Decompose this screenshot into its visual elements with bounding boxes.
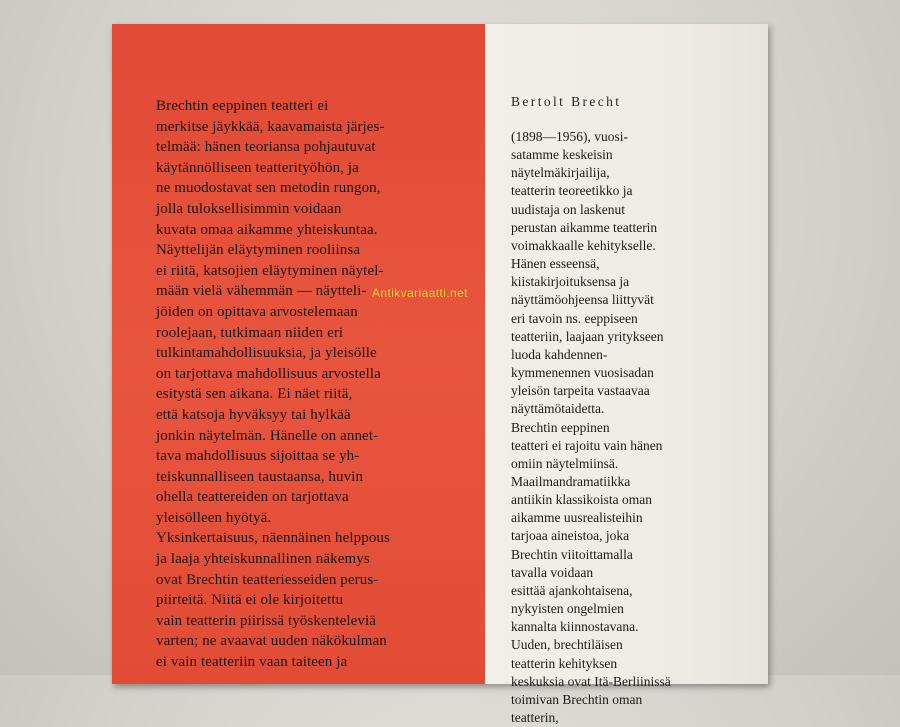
text-line: kannalta kiinnostavana. [511, 619, 639, 635]
left-column-text [156, 96, 486, 673]
text-line: näyttämötaidetta. [511, 401, 605, 417]
text-line: antiikin klassikoista oman [511, 492, 652, 508]
text-line: vain teatterin piirissä työskenteleviä [156, 612, 376, 629]
text-line: Brechtin eeppinen [511, 419, 610, 435]
text-line: voimakkaalle kehitykselle. [511, 237, 656, 253]
text-line: esitystä sen aikana. Ei näet riitä, [156, 386, 353, 403]
text-line: Brechtin eeppinen teatteri ei [156, 98, 329, 114]
text-line: toimivan Brechtin oman [511, 691, 643, 707]
text-line: jöiden on opittava arvostelemaan [156, 303, 358, 320]
white-panel [485, 24, 768, 725]
text-line: omiin näytelmiinsä. [511, 455, 619, 471]
text-line: teiskunnalliseen taustaansa, huvin [156, 468, 364, 485]
text-line: (1898—1956), vuosi- [511, 129, 628, 144]
text-line: ei vain teatteriin vaan taiteen ja [156, 654, 348, 671]
text-line: ei riitä, katsojien eläytyminen näytel- [156, 262, 384, 279]
text-line: yleisölleen hyötyä. [156, 509, 272, 526]
red-panel [112, 24, 485, 684]
text-line: Uuden, brechtiläisen [511, 637, 623, 653]
text-line: piirteitä. Niitä ei ole kirjoitettu [156, 592, 344, 609]
text-line: mään vielä vähemmän — näytteli- [156, 283, 367, 300]
text-line: aikamme uusrealisteihin [511, 510, 643, 526]
text-line: nykyisten ongelmien [511, 601, 624, 617]
text-line: ne muodostavat sen metodin rungon, [156, 180, 381, 197]
text-line: Brechtin viitoittamalla [511, 546, 633, 562]
text-line: on tarjottava mahdollisuus arvostella [156, 365, 381, 382]
text-line: ja laaja yhteiskunnallinen näkemys [156, 551, 370, 568]
text-line: varten; ne avaavat uuden näkökulman [156, 633, 387, 650]
text-line: näytelmäkirjailija, [511, 165, 610, 181]
text-line: Yksinkertaisuus, näennäinen helppous [156, 530, 390, 547]
watermark: Antikvariaatti.net [372, 286, 468, 300]
text-line: tavalla voidaan [511, 564, 594, 580]
text-line: eri tavoin ns. eeppiseen [511, 310, 638, 326]
text-line: teatterin teoreetikko ja [511, 183, 633, 199]
book-back-cover [112, 24, 768, 725]
author-name: Bertolt Brecht [511, 94, 622, 109]
text-line: ovat Brechtin teatteriesseiden perus- [156, 571, 379, 588]
text-line: merkitse jäykkää, kaavamaista järjes- [156, 118, 385, 135]
text-line: luoda kahdennen- [511, 346, 608, 362]
text-line: jolla tuloksellisimmin voidaan [156, 200, 342, 217]
text-line: yleisön tarpeita vastaavaa [511, 383, 650, 399]
text-line: kymmenennen vuosisadan [511, 365, 654, 381]
text-line: teatteriin, laajaan yritykseen [511, 328, 664, 344]
text-line: jonkin näytelmän. Hänelle on annet- [156, 427, 379, 444]
text-line: Hänen esseensä, [511, 256, 600, 272]
text-line: teatteri ei rajoitu vain hänen [511, 437, 663, 453]
right-column-text [511, 128, 771, 727]
text-line: satamme keskeisin [511, 147, 613, 163]
text-line: Maailmandramatiikka [511, 473, 631, 489]
text-line: telmää: hänen teoriansa pohjautuvat [156, 139, 376, 156]
text-line: teatterin, [511, 710, 559, 725]
text-line: käytännölliseen teatterityöhön, ja [156, 159, 359, 176]
text-line: uudistaja on laskenut [511, 201, 625, 217]
text-line: kuvata omaa aikamme yhteiskuntaa. [156, 221, 378, 238]
text-line: tulkintamahdollisuuksia, ja yleisölle [156, 345, 377, 362]
text-line: tava mahdollisuus sijoittaa se yh- [156, 448, 360, 465]
text-line: ohella teattereiden on tarjottava [156, 489, 349, 506]
text-line: kiistakirjoituksensa ja [511, 274, 630, 290]
text-line: tarjoaa aineistoa, joka [511, 528, 630, 544]
text-line: näyttämöohjeensa liittyvät [511, 292, 654, 308]
text-line: teatterin kehityksen [511, 655, 618, 671]
text-line: keskuksia ovat Itä-Berliinissä [511, 673, 671, 689]
text-line: roolejaan, tutkimaan niiden eri [156, 324, 344, 341]
text-line: että katsoja hyväksyy tai hylkää [156, 406, 351, 423]
text-line: perustan aikamme teatterin [511, 219, 658, 235]
text-line: esittää ajankohtaisena, [511, 582, 633, 598]
text-line: Näyttelijän eläytyminen rooliinsa [156, 242, 361, 259]
